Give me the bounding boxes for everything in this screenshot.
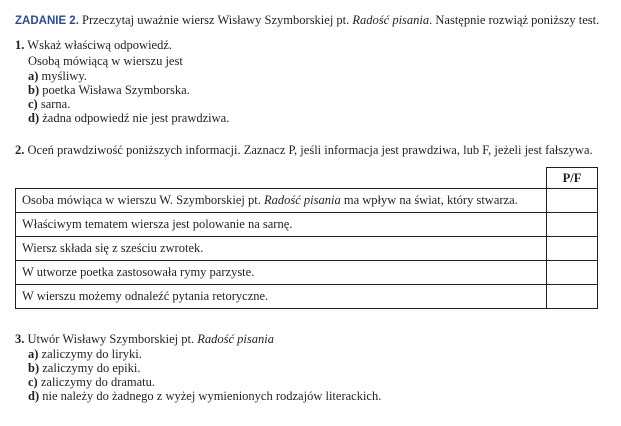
task-instruction-before: Przeczytaj uważnie wiersz Wisławy Szymborskiej pt.: [78, 13, 353, 27]
answer-cell[interactable]: [547, 189, 598, 213]
question-3-option-c[interactable]: [28, 375, 155, 390]
question-1-option-c[interactable]: [28, 97, 70, 112]
question-3-number: 3.: [15, 332, 25, 346]
table-row: [16, 261, 598, 285]
statement-poem-title: Radość pisania: [263, 193, 341, 207]
question-3-prompt: [15, 332, 274, 347]
question-1-prompt: [15, 38, 172, 53]
question-3-poem-title: Radość pisania: [197, 332, 274, 346]
question-3-option-d[interactable]: [28, 389, 381, 404]
option-text: zaliczymy do liryki.: [41, 347, 142, 361]
option-letter: b): [28, 83, 40, 97]
option-letter: b): [28, 361, 40, 375]
option-text: zaliczymy do epiki.: [42, 361, 141, 375]
question-1-number: 1.: [15, 38, 25, 52]
option-letter: a): [28, 69, 39, 83]
statement-cell: [16, 261, 547, 285]
table-row: [16, 285, 598, 309]
question-3-option-b[interactable]: [28, 361, 140, 376]
question-2-prompt: [15, 143, 593, 158]
question-1-stem: Osobą mówiącą w wierszu jest: [28, 54, 183, 68]
statement-cell: [16, 189, 547, 213]
answer-cell[interactable]: [547, 261, 598, 285]
statement-text: Osoba mówiąca w wierszu W. Szymborskiej pt.: [22, 193, 264, 207]
table-row: [16, 189, 598, 213]
true-false-table: [15, 167, 598, 309]
statement-cell: [16, 213, 547, 237]
question-1-option-d[interactable]: [28, 111, 229, 126]
table-row: [16, 237, 598, 261]
question-1-option-a[interactable]: [28, 69, 87, 84]
task-label: ZADANIE 2.: [15, 15, 79, 27]
answer-cell[interactable]: [547, 213, 598, 237]
option-letter: d): [28, 389, 40, 403]
statement-cell: [16, 237, 547, 261]
option-letter: a): [28, 347, 39, 361]
task-header: [15, 13, 599, 29]
statement-text-after: ma wpływ na świat, który stwarza.: [340, 193, 518, 207]
statement-cell: [16, 285, 547, 309]
question-2-text: Oceń prawdziwość poniższych informacji. Zaznacz P, jeśli informacja jest prawdziwa, lub F, jeżeli jest fałszywa.: [27, 143, 593, 157]
statement-text: W utworze poetka zastosowała rymy parzyste.: [22, 265, 255, 279]
statement-text: Wiersz składa się z sześciu zwrotek.: [22, 241, 204, 255]
option-letter: d): [28, 111, 40, 125]
option-letter: c): [28, 97, 38, 111]
question-1-option-b[interactable]: [28, 83, 190, 98]
table-header-blank: [16, 168, 547, 189]
option-text: sarna.: [40, 97, 71, 111]
option-text: żadna odpowiedź nie jest prawdziwa.: [42, 111, 230, 125]
table-header-row: [16, 168, 598, 189]
statement-text: Właściwym tematem wiersza jest polowanie na sarnę.: [22, 217, 293, 231]
question-3-text: Utwór Wisławy Szymborskiej pt.: [27, 332, 198, 346]
statement-text: W wierszu możemy odnaleźć pytania retoryczne.: [22, 289, 269, 303]
option-letter: c): [28, 375, 38, 389]
answer-cell[interactable]: [547, 237, 598, 261]
option-text: myśliwy.: [41, 69, 87, 83]
option-text: nie należy do żadnego z wyżej wymienionych rodzajów literackich.: [42, 389, 382, 403]
option-text: poetka Wisława Szymborska.: [42, 83, 190, 97]
table-row: [16, 213, 598, 237]
option-text: zaliczymy do dramatu.: [40, 375, 156, 389]
answer-cell[interactable]: [547, 285, 598, 309]
question-3-option-a[interactable]: [28, 347, 142, 362]
task-instruction-after: . Następnie rozwiąż poniższy test.: [429, 13, 600, 27]
table-header-pf: P/F: [547, 168, 598, 189]
question-2-number: 2.: [15, 143, 25, 157]
question-1-text: Wskaż właściwą odpowiedź.: [27, 38, 173, 52]
poem-title: Radość pisania: [352, 13, 430, 27]
